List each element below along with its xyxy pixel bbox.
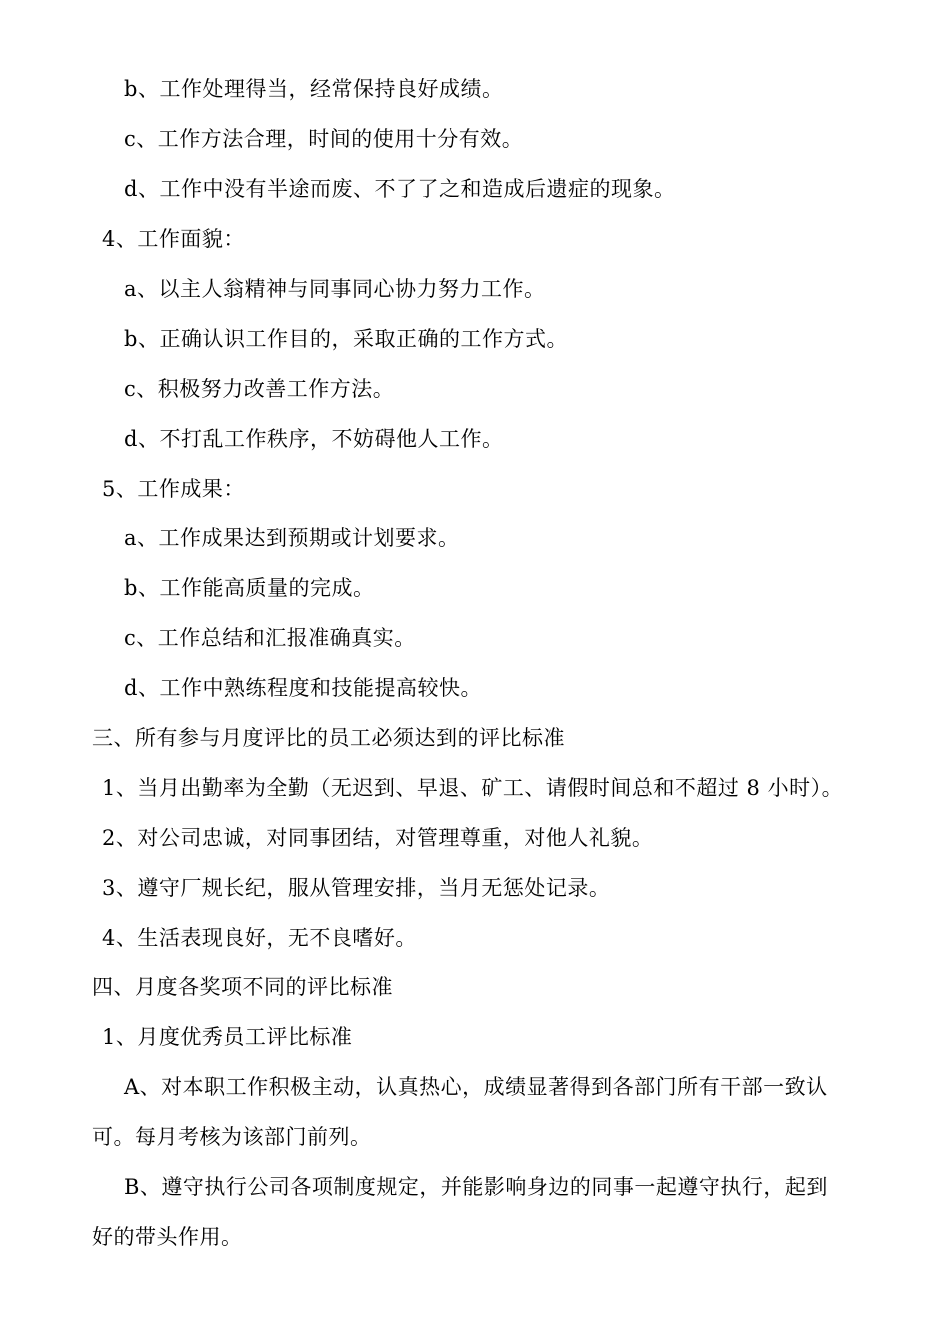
item-4a: a、以主人翁精神与同事同心协力努力工作。 [124, 277, 546, 301]
paragraph-a-line-2: 可。每月考核为该部门前列。 [92, 1125, 372, 1149]
section-four-heading: 四、月度各奖项不同的评比标准 [92, 975, 393, 999]
item-3c: c、工作方法合理，时间的使用十分有效。 [124, 127, 524, 151]
section-three-heading: 三、所有参与月度评比的员工必须达到的评比标准 [92, 726, 565, 750]
subheading-excellent-employee: 1、月度优秀员工评比标准 [102, 1025, 353, 1049]
criterion-1: 1、当月出勤率为全勤（无迟到、早退、矿工、请假时间总和不超过 8 小时）。 [102, 776, 844, 800]
criterion-4: 4、生活表现良好，无不良嗜好。 [102, 926, 417, 950]
heading-work-appearance: 4、工作面貌： [102, 227, 245, 251]
item-4d: d、不打乱工作秩序，不妨碍他人工作。 [124, 427, 504, 451]
item-4b: b、正确认识工作目的，采取正确的工作方式。 [124, 327, 568, 351]
paragraph-b-line-2: 好的带头作用。 [92, 1225, 243, 1249]
item-5a: a、工作成果达到预期或计划要求。 [124, 526, 460, 550]
criterion-3: 3、遵守厂规长纪，服从管理安排，当月无惩处记录。 [102, 876, 611, 900]
item-4c: c、积极努力改善工作方法。 [124, 377, 395, 401]
paragraph-a-line-1: A、对本职工作积极主动，认真热心，成绩显著得到各部门所有干部一致认 [124, 1075, 828, 1099]
criterion-2: 2、对公司忠诚，对同事团结，对管理尊重，对他人礼貌。 [102, 826, 654, 850]
item-5b: b、工作能高质量的完成。 [124, 576, 375, 600]
item-3b: b、工作处理得当，经常保持良好成绩。 [124, 77, 504, 101]
item-3d: d、工作中没有半途而废、不了了之和造成后遗症的现象。 [124, 177, 676, 201]
heading-work-results: 5、工作成果： [102, 477, 245, 501]
paragraph-b-line-1: B、遵守执行公司各项制度规定，并能影响身边的同事一起遵守执行，起到 [124, 1175, 828, 1199]
item-5c: c、工作总结和汇报准确真实。 [124, 626, 416, 650]
item-5d: d、工作中熟练程度和技能提高较快。 [124, 676, 482, 700]
